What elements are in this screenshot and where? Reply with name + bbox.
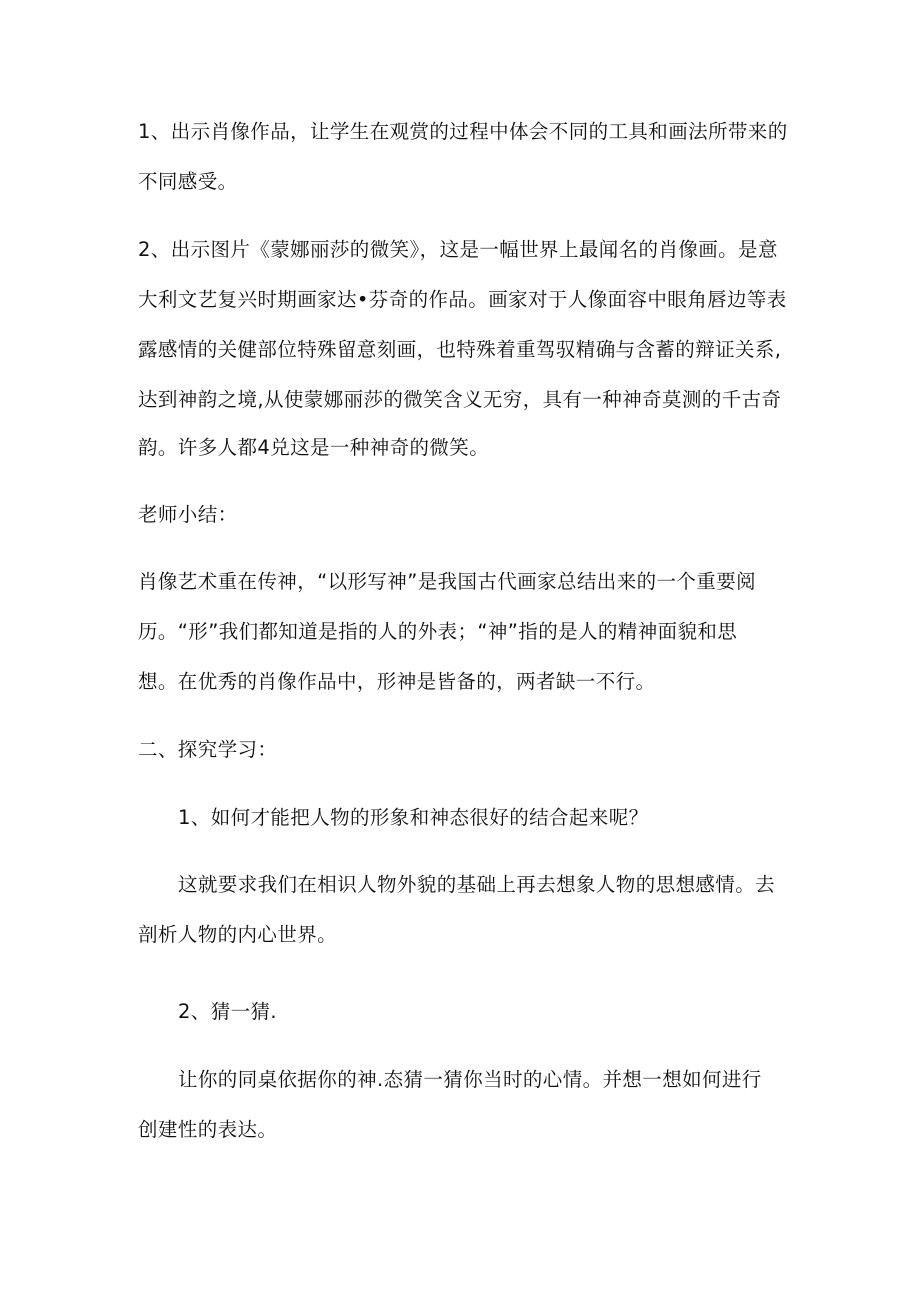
paragraph-7-line-2: 剖析人物的内心世界。 [138,923,338,946]
paragraph-4-line-1: 肖像艺术重在传神，“以形写神”是我国古代画家总结出来的一个重要阅 [138,570,757,593]
paragraph-4-line-2: 历。“形”我们都知道是指的人的外表；“神”指的是人的精神面貌和思 [138,620,738,643]
paragraph-7-line-1: 这就要求我们在相识人物外貌的基础上再去想象人物的思想感情。去 [178,873,776,896]
paragraph-9-line-1: 让你的同桌依据你的神.态猜一猜你当时的心情。并想一想如何进行 [178,1068,762,1091]
paragraph-2-line-2: 大利文艺复兴时期画家达•芬奇的作品。画家对于人像面容中眼角唇边等表 [138,288,787,311]
paragraph-4-line-3: 想。在优秀的肖像作品中，形神是皆备的，两者缺一不行。 [138,670,656,693]
paragraph-1-line-2: 不同感受。 [138,170,238,193]
question-1: 1、如何才能把人物的形象和神态很好的结合起来呢？ [178,806,649,829]
paragraph-2-line-5: 韵。许多人都4兑这是一种神奇的微笑。 [138,436,490,459]
paragraph-2-line-3: 露感情的关健部位特殊留意刻画，也特殊着重驾驭精确与含蓄的辩证关系, [138,338,782,361]
paragraph-2-line-4: 达到神韵之境,从使蒙娜丽莎的微笑含义无穷，具有一种神奇莫测的千古奇 [138,388,782,411]
teacher-summary-heading: 老师小结： [138,503,238,526]
paragraph-1-line-1: 1、出示肖像作品，让学生在观赏的过程中体会不同的工具和画法所带来的 [138,120,788,143]
paragraph-9-line-2: 创建性的表达。 [138,1118,278,1141]
section-heading-explore: 二、探究学习： [138,738,278,761]
paragraph-2-line-1: 2、出示图片《蒙娜丽莎的微笑》，这是一幅世界上最闻名的肖像画。是意 [138,238,778,261]
item-2-guess: 2、猜一猜. [178,1000,278,1023]
